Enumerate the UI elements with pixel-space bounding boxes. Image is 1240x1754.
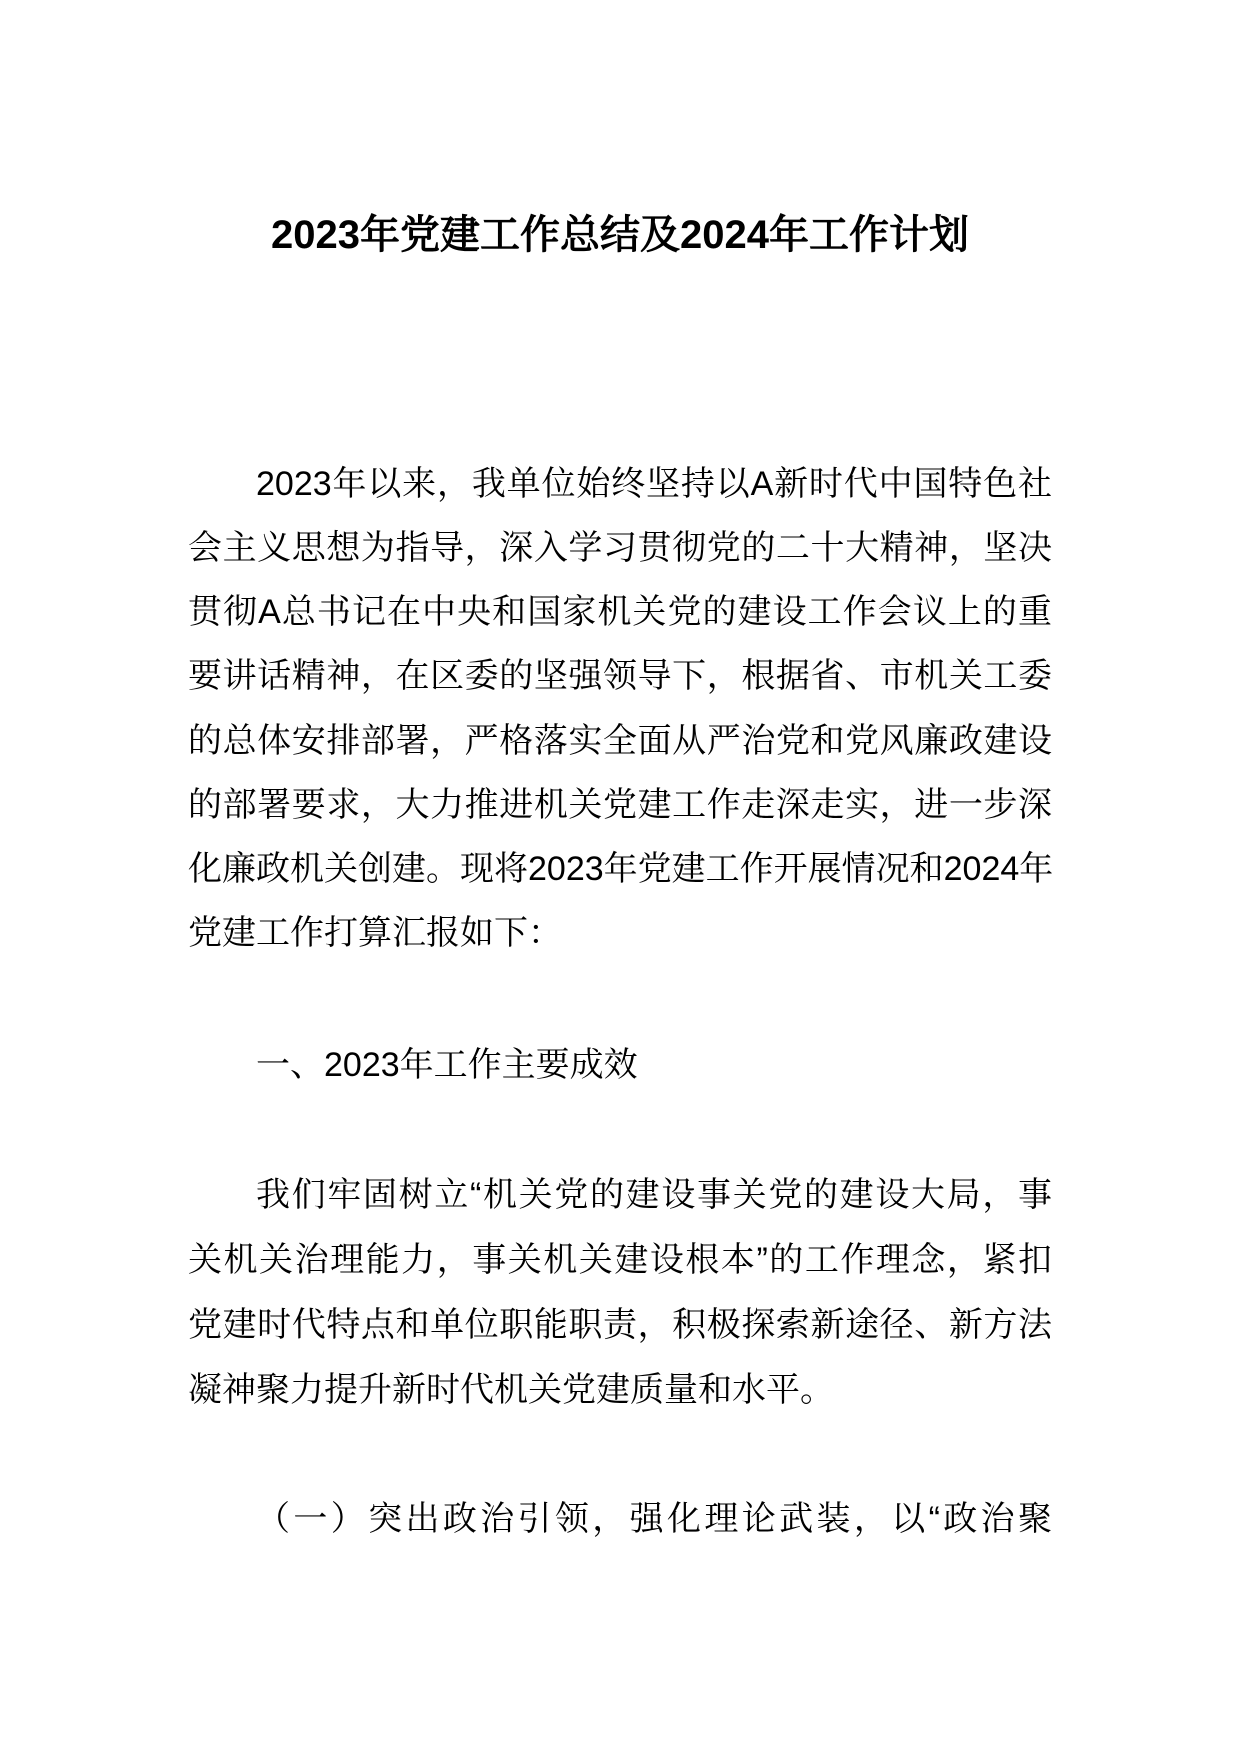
paragraph-line: 化廉政机关创建。现将2023年党建工作开展情况和2024年 xyxy=(188,850,1054,888)
paragraph-line: 贯彻A总书记在中央和国家机关党的建设工作会议上的重 xyxy=(188,593,1052,631)
paragraph-line: 凝神聚力提升新时代机关党建质量和水平。 xyxy=(188,1371,834,1409)
paragraph-line: 党建工作打算汇报如下： xyxy=(188,914,562,952)
paragraph-line: 我们牢固树立“机关党的建设事关党的建设大局，事 xyxy=(256,1176,1052,1214)
paragraph-line: 的部署要求，大力推进机关党建工作走深走实，进一步深 xyxy=(188,786,1052,824)
subsection-heading: （一）突出政治引领，强化理论武装，以“政治聚 xyxy=(256,1500,1052,1538)
paragraph-line: 2023年以来，我单位始终坚持以A新时代中国特色社 xyxy=(256,465,1052,503)
paragraph-line: 的总体安排部署，严格落实全面从严治党和党风廉政建设 xyxy=(188,722,1052,760)
section-heading: 一、2023年工作主要成效 xyxy=(256,1046,638,1084)
document-title: 2023年党建工作总结及2024年工作计划 xyxy=(271,213,969,257)
paragraph-line: 要讲话精神，在区委的坚强领导下，根据省、市机关工委 xyxy=(188,657,1052,695)
paragraph-line: 会主义思想为指导，深入学习贯彻党的二十大精神，坚决 xyxy=(188,529,1052,567)
paragraph-line: 党建时代特点和单位职能职责，积极探索新途径、新方法 xyxy=(188,1306,1052,1344)
paragraph-line: 关机关治理能力，事关机关建设根本”的工作理念，紧扣 xyxy=(188,1241,1052,1279)
